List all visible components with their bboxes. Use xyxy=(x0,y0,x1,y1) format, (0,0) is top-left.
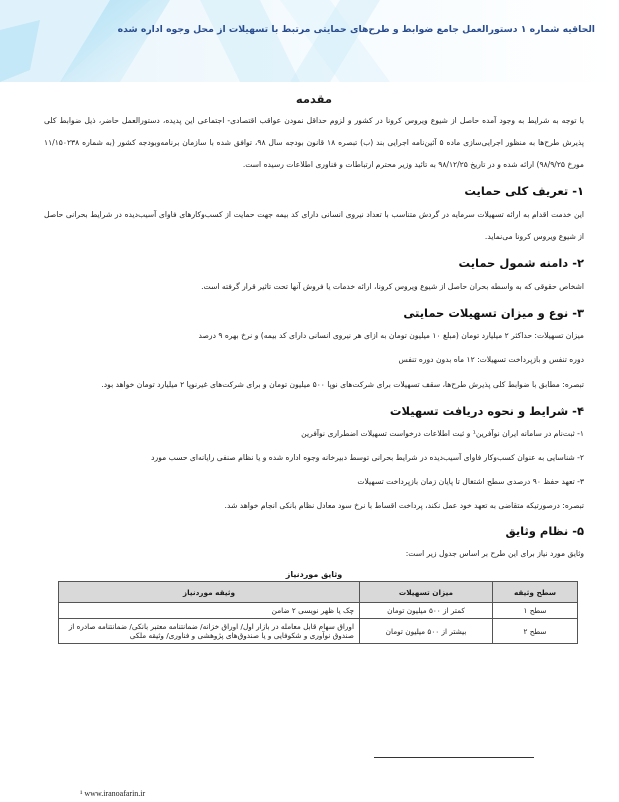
table-caption: وثایق موردنیاز xyxy=(285,570,343,579)
section-4-item-2: ۲- شناسایی به عنوان کسب‌وکار فاوای آسیب‌دیده در شرایط بحرانی توسط دبیرخانه وجوه اداره شده و یا نظام صنفی رایانه‌ای حسب مورد xyxy=(151,453,584,462)
section-3-heading: ۳- نوع و میزان تسهیلات حمایتی xyxy=(403,306,584,320)
document-title: الحاقیه شماره ۱ دستورالعمل جامع ضوابط و طرح‌های حمایتی مرتبط با تسهیلات از محل وجوه اداره شده xyxy=(117,24,595,35)
column-header-collateral: وثیقه موردنیاز xyxy=(59,582,360,603)
cell-amount: بیشتر از ۵۰۰ میلیون تومان xyxy=(360,619,493,644)
column-header-level: سطح وثیقه xyxy=(493,582,578,603)
section-4-note: تبصره: درصورتیکه متقاضی به تعهد خود عمل نکند، پرداخت اقساط با نرخ سود معادل نظام بانکی انجام خواهد شد. xyxy=(224,501,584,510)
column-header-amount: میزان تسهیلات xyxy=(360,582,493,603)
document-body xyxy=(44,92,584,644)
cell-collateral: چک یا ظهر نویسی ۲ ضامن xyxy=(59,603,360,619)
header-decoration xyxy=(0,0,619,82)
intro-paragraph: با توجه به شرایط به وجود آمده حاصل از شیوع ویروس کرونا در کشور و لزوم حداقل نمودن عواقب اقتصادی- اجتماعی این پدیده، دستورالعمل حاضر، ذیل ضوابط کلی پذیرش طرح‌ها به منظور اجرایی‌سازی ماده ۵ آئین‌نامه اجرایی بند (ب) تبصره ۱۸ قانون بودجه سال ۹۸، توافق شده با سازمان برنامه‌وبودجه کشور (به شماره ۱۱/۱۵۰۲۳۸ مورخ ۹۸/۹/۲۵) ارائه شده و در تاریخ ۹۸/۱۲/۲۵ به تائید وزیر محترم ارتباطات و فناوری اطلاعات رسیده است. xyxy=(44,116,585,169)
footnote-divider xyxy=(374,757,534,758)
section-1-paragraph: این خدمت اقدام به ارائه تسهیلات سرمایه در گردش متناسب با تعداد نیروی انسانی دارای کد بیمه جهت حمایت از کسب‌وکارهای فاوای آسیب‌دیده در شرایط بحرانی حاصل از شیوع ویروس کرونا می‌نماید. xyxy=(44,210,584,241)
page-header xyxy=(0,0,619,82)
section-2-heading: ۲- دامنه شمول حمایت xyxy=(458,256,584,270)
cell-collateral: اوراق سهام قابل معامله در بازار اول/ اوراق خزانه/ ضمانتنامه معتبر بانکی/ ضمانتنامه صادره از صندوق نوآوری و شکوفایی و یا صندوق‌های پژوهشی و فناوری/ وثیقه ملکی xyxy=(59,619,360,644)
section-5-paragraph: وثایق مورد نیاز برای این طرح بر اساس جدول زیر است: xyxy=(405,549,584,558)
cell-level: سطح ۱ xyxy=(493,603,578,619)
section-3-note: تبصره: مطابق با ضوابط کلی پذیرش طرح‌ها، سقف تسهیلات برای شرکت‌های نوپا ۵۰۰ میلیون تومان و برای شرکت‌های غیرنوپا ۲ میلیارد تومان خواهد بود. xyxy=(101,380,584,389)
footnote-link[interactable]: ¹ www.iranoafarin.ir xyxy=(80,789,146,798)
intro-heading: مقدمه xyxy=(295,92,333,106)
section-4-item-1: ۱- ثبت‌نام در سامانه ایران نوآفرین¹ و ثبت اطلاعات درخواست تسهیلات اضطراری نوآفرین xyxy=(301,429,584,438)
section-1-heading: ۱- تعریف کلی حمایت xyxy=(464,184,584,198)
section-3-period: دوره تنفس و بازپرداخت تسهیلات: ۱۲ ماه بدون دوره تنفس xyxy=(398,355,584,364)
table-row xyxy=(59,603,578,619)
section-5-heading: ۵- نظام وثایق xyxy=(505,524,584,538)
collateral-table xyxy=(58,581,578,644)
section-2-paragraph: اشخاص حقوقی که به واسطه بحران حاصل از شیوع ویروس کرونا، ارائه خدمات یا فروش آنها تحت تاثیر قرار گرفته است. xyxy=(201,282,584,291)
cell-level: سطح ۲ xyxy=(493,619,578,644)
table-row xyxy=(59,619,578,644)
section-4-heading: ۴- شرایط و نحوه دریافت تسهیلات xyxy=(389,404,584,418)
section-4-item-3: ۳- تعهد حفظ ۹۰ درصدی سطح اشتغال تا پایان زمان بازپرداخت تسهیلات xyxy=(357,477,584,486)
table-header-row xyxy=(59,582,578,603)
section-3-amount: میزان تسهیلات: حداکثر ۲ میلیارد تومان (مبلغ ۱۰ میلیون تومان به ازای هر نیروی انسانی دارای کد بیمه) و نرخ بهره ۹ درصد xyxy=(198,331,584,340)
cell-amount: کمتر از ۵۰۰ میلیون تومان xyxy=(360,603,493,619)
